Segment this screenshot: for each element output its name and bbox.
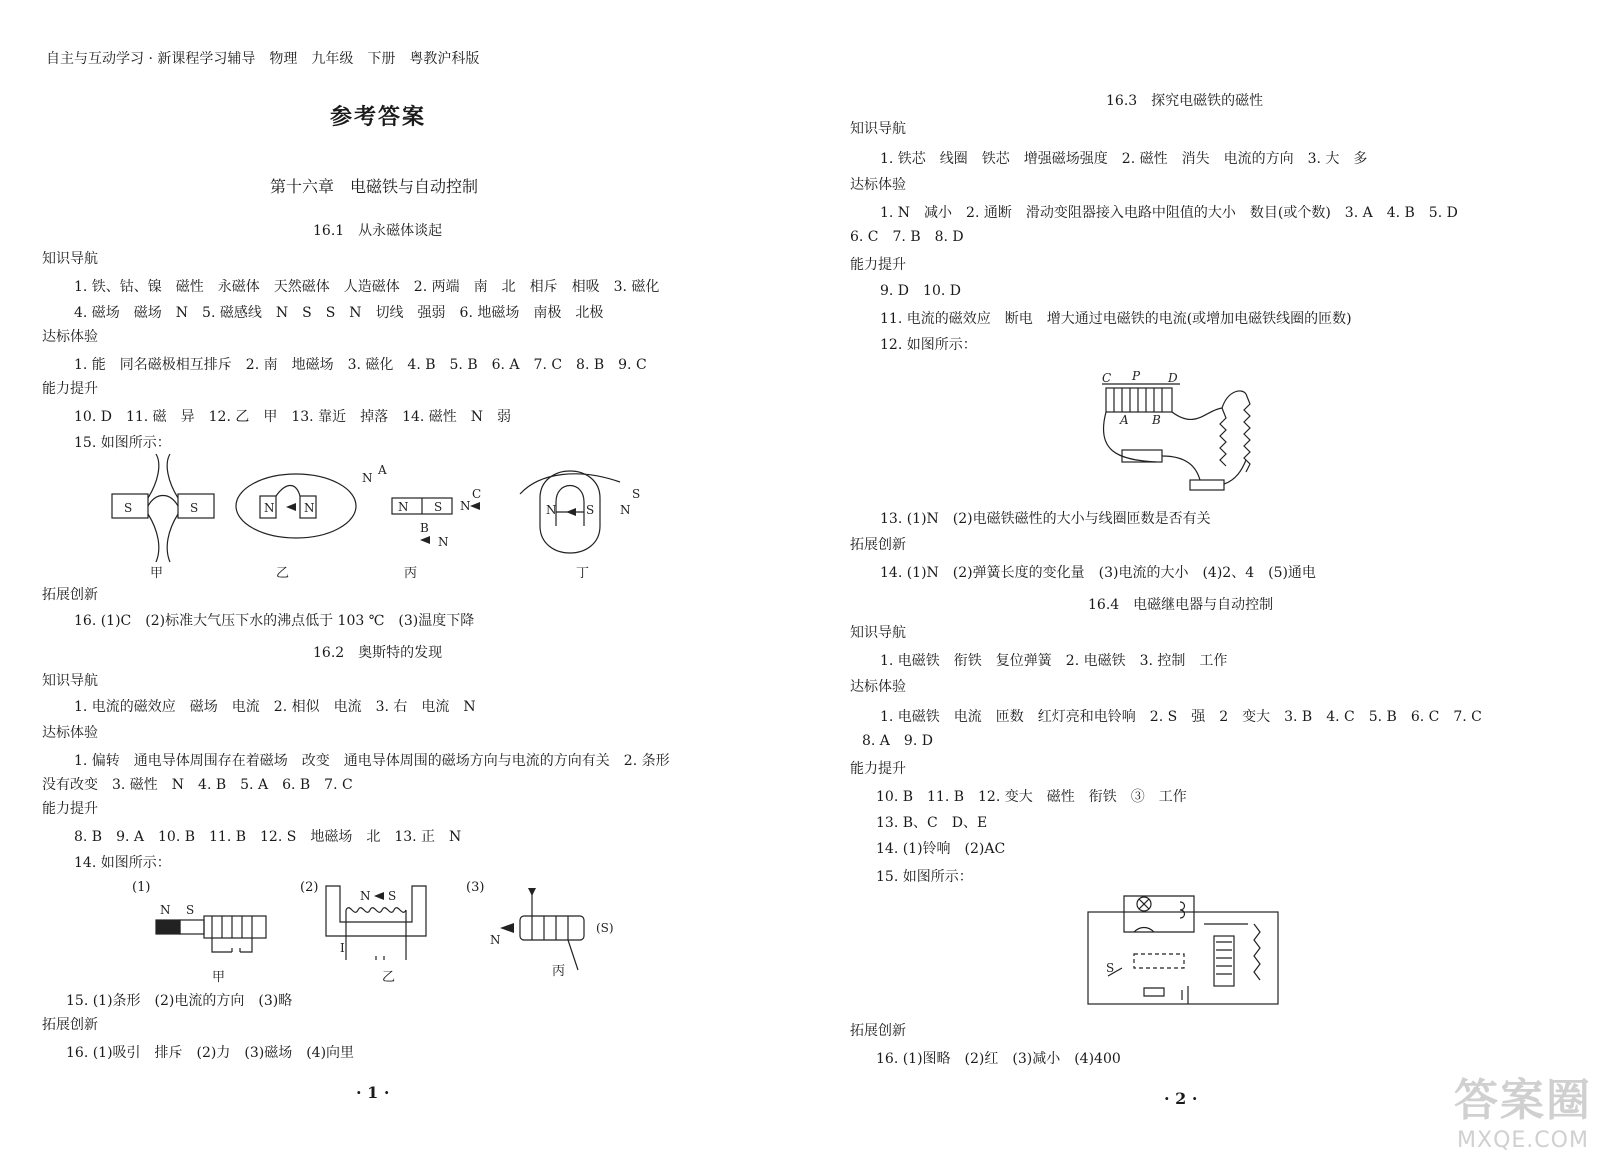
watermark-logo — [1454, 1064, 1592, 1153]
electromagnet-circuit-figure — [1096, 370, 1282, 504]
answer-line: 8. A 9. D — [862, 733, 933, 749]
heading-extension: 拓展创新 — [850, 1023, 906, 1039]
svg-text:S: S — [434, 500, 443, 514]
answer-line: 1. 铁、钴、镍 磁性 永磁体 天然磁体 人造磁体 2. 两端 南 北 相斥 相吸 3. 磁化 — [74, 279, 660, 295]
section-16-3-title: 16.3 探究电磁铁的磁性 — [1106, 93, 1264, 109]
answer-line: 13. (1)N (2)电磁铁磁性的大小与线圈匝数是否有关 — [880, 511, 1211, 527]
answer-line: 13. B、C D、E — [876, 815, 988, 831]
answer-line: 1. 能 同名磁极相互排斥 2. 南 地磁场 3. 磁化 4. B 5. B 6. A 7. C 8. B 9. C — [74, 357, 647, 373]
answer-line: 14. (1)N (2)弹簧长度的变化量 (3)电流的大小 (4)2、4 (5)通电 — [880, 565, 1316, 581]
answer-line: 16. (1)C (2)标准大气压下水的沸点低于 103 ℃ (3)温度下降 — [74, 613, 475, 629]
heading-extension: 拓展创新 — [42, 587, 98, 603]
heading-extension: 拓展创新 — [850, 537, 906, 553]
answer-line: 12. 如图所示： — [880, 337, 977, 353]
right-page — [800, 0, 1600, 1159]
figure-number: (2) — [300, 880, 319, 895]
svg-text:B: B — [1152, 413, 1161, 427]
answer-line: 1. 电磁铁 衔铁 复位弹簧 2. 电磁铁 3. 控制 工作 — [880, 653, 1228, 669]
section-16-4-title: 16.4 电磁继电器与自动控制 — [1088, 597, 1274, 613]
svg-text:(S): (S) — [596, 921, 614, 935]
answer-line: 15. 如图所示： — [74, 435, 171, 451]
answer-line: 4. 磁场 磁场 N 5. 磁感线 N S S N 切线 强弱 6. 地磁场 南极 北极 — [74, 305, 604, 321]
heading-practice: 达标体验 — [850, 177, 906, 193]
svg-text:N: N — [460, 499, 471, 513]
figure-label: 丁 — [576, 566, 590, 581]
answer-line: 8. B 9. A 10. B 11. B 12. S 地磁场 北 13. 正 N — [74, 829, 462, 845]
svg-text:S: S — [124, 501, 133, 515]
heading-extension: 拓展创新 — [42, 1017, 98, 1033]
page-number: · 2 · — [1164, 1089, 1198, 1108]
svg-text:C: C — [1102, 371, 1112, 385]
figure-label: 甲 — [150, 566, 164, 581]
heading-knowledge: 知识导航 — [42, 251, 98, 267]
figure-number: (1) — [132, 880, 151, 895]
section-16-1-title: 16.1 从永磁体谈起 — [313, 223, 443, 239]
figure-label: 丙 — [404, 566, 418, 581]
answer-line: 15. (1)条形 (2)电流的方向 (3)略 — [66, 993, 293, 1009]
svg-text:S: S — [1106, 961, 1115, 975]
section-16-2-title: 16.2 奥斯特的发现 — [313, 645, 443, 661]
svg-text:A: A — [1120, 413, 1129, 427]
svg-text:A: A — [378, 463, 387, 477]
heading-ability: 能力提升 — [42, 381, 98, 397]
svg-text:S: S — [186, 903, 195, 917]
answer-line: 1. 电流的磁效应 磁场 电流 2. 相似 电流 3. 右 电流 N — [74, 699, 476, 715]
svg-text:S: S — [586, 503, 595, 517]
book-header: 自主与互动学习 · 新课程学习辅导 物理 九年级 下册 粤教沪科版 — [46, 51, 480, 67]
heading-practice: 达标体验 — [42, 725, 98, 741]
figure-label: 甲 — [212, 970, 226, 985]
svg-text:B: B — [420, 521, 429, 535]
watermark-url: MXQE.COM — [1457, 1128, 1589, 1153]
heading-ability: 能力提升 — [850, 761, 906, 777]
figure-label: 乙 — [382, 970, 396, 985]
svg-text:N: N — [360, 889, 371, 903]
answer-line: 14. (1)铃响 (2)AC — [876, 841, 1006, 857]
chapter-title: 第十六章 电磁铁与自动控制 — [270, 177, 479, 196]
answer-line: 10. B 11. B 12. 变大 磁性 衔铁 ③ 工作 — [876, 789, 1187, 805]
heading-knowledge: 知识导航 — [42, 673, 98, 689]
answer-line: 11. 电流的磁效应 断电 增大通过电磁铁的电流(或增加电磁铁线圈的匝数) — [880, 311, 1352, 327]
answer-line: 1. N 减小 2. 通断 滑动变阻器接入电路中阻值的大小 数目(或个数) 3. A 4. B 5. D — [880, 205, 1458, 221]
answer-line: 10. D 11. 磁 异 12. 乙 甲 13. 靠近 掉落 14. 磁性 N 弱 — [74, 409, 512, 425]
svg-text:N: N — [490, 933, 501, 947]
svg-text:N: N — [620, 503, 631, 517]
solenoid-figure — [150, 880, 650, 980]
page-number: · 1 · — [356, 1083, 390, 1102]
heading-ability: 能力提升 — [42, 801, 98, 817]
heading-knowledge: 知识导航 — [850, 121, 906, 137]
svg-text:N: N — [438, 535, 449, 549]
svg-text:N: N — [160, 903, 171, 917]
answer-line: 16. (1)图略 (2)红 (3)减小 (4)400 — [876, 1051, 1121, 1067]
answer-line: 9. D 10. D — [880, 283, 961, 299]
answer-line: 16. (1)吸引 排斥 (2)力 (3)磁场 (4)向里 — [66, 1045, 355, 1061]
svg-text:D: D — [1168, 371, 1178, 385]
answer-line: 1. 铁芯 线圈 铁芯 增强磁场强度 2. 磁性 消失 电流的方向 3. 大 多 — [880, 151, 1368, 167]
answer-line: 1. 电磁铁 电流 匝数 红灯亮和电铃响 2. S 强 2 变大 3. B 4. C 5. B 6. C 7. C — [880, 709, 1482, 725]
relay-circuit-figure — [1084, 886, 1280, 1012]
watermark-text: 答案圈 — [1454, 1075, 1592, 1126]
heading-ability: 能力提升 — [850, 257, 906, 273]
svg-text:S: S — [632, 487, 641, 501]
svg-text:C: C — [472, 487, 482, 501]
svg-text:S: S — [190, 501, 199, 515]
figure-label: 丙 — [552, 964, 566, 979]
svg-text:I: I — [340, 941, 345, 955]
heading-practice: 达标体验 — [42, 329, 98, 345]
svg-text:N: N — [362, 471, 373, 485]
figure-number: (3) — [466, 880, 485, 895]
figure-label: 乙 — [276, 566, 290, 581]
svg-text:P: P — [1132, 370, 1141, 383]
answer-line: 15. 如图所示： — [876, 869, 973, 885]
answer-line: 没有改变 3. 磁性 N 4. B 5. A 6. B 7. C — [42, 777, 353, 793]
answer-line: 1. 偏转 通电导体周围存在着磁场 改变 通电导体周围的磁场方向与电流的方向有关 2. 条形 — [74, 753, 670, 769]
heading-knowledge: 知识导航 — [850, 625, 906, 641]
svg-text:N: N — [304, 501, 315, 515]
heading-practice: 达标体验 — [850, 679, 906, 695]
answer-line: 6. C 7. B 8. D — [850, 229, 964, 245]
page-title: 参考答案 — [330, 104, 427, 130]
svg-text:S: S — [388, 889, 397, 903]
svg-text:N: N — [546, 503, 557, 517]
svg-text:N: N — [264, 501, 275, 515]
answer-line: 14. 如图所示： — [74, 855, 171, 871]
svg-text:N: N — [398, 500, 409, 514]
